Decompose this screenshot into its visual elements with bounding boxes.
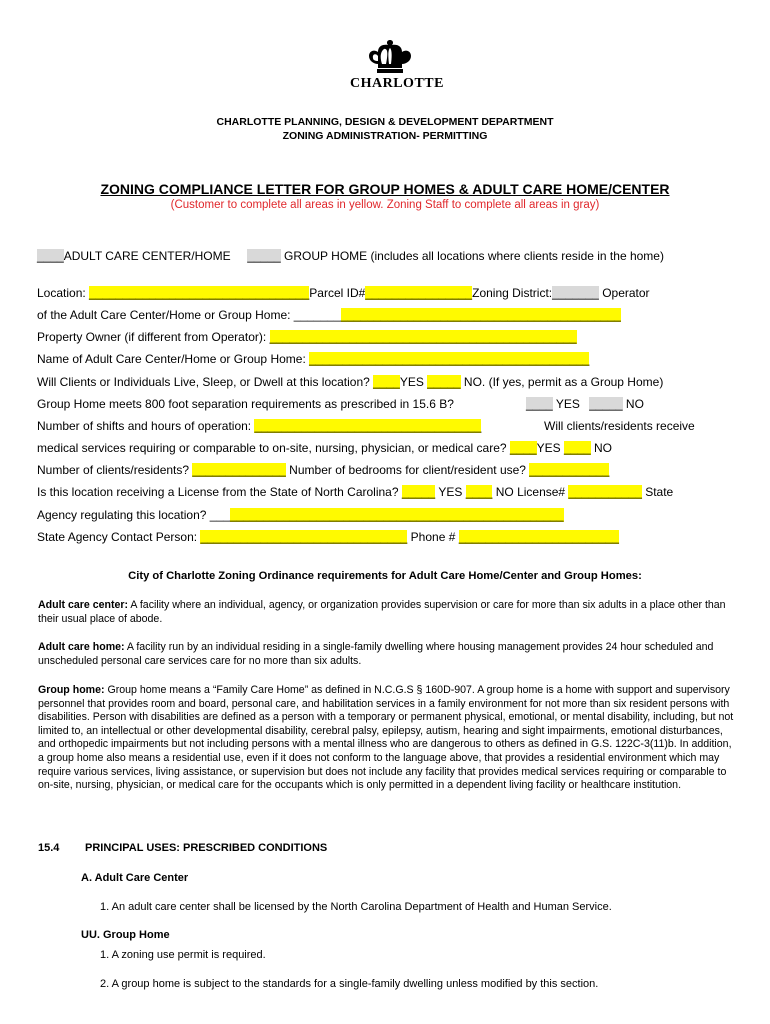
property-owner-field[interactable]: ______________________________________________ [269,330,577,344]
operator-field[interactable]: __________________________________________ [340,308,621,322]
shifts-field[interactable]: __________________________________ [254,419,482,433]
license-yes-field[interactable]: _____ [401,485,436,499]
charlotte-logo [350,38,444,92]
group-home-item-2: 2. A group home is subject to the standards for a single-family dwelling unless modified by this section. [100,978,599,990]
page-subtitle: (Customer to complete all areas in yellow. Zoning Staff to complete all areas in gray) [170,199,600,211]
adult-care-home-definition: Adult care home: A facility run by an individual residing in a single-family dwelling where housing management provides 24 hour scheduled and unscheduled personal care services care for no more than six adults. [38,641,714,667]
phone-field[interactable]: ________________________ [458,530,619,544]
license-row: Is this location receiving a License from the State of North Carolina? _____ YES ____ NO License# ___________ State [37,485,674,499]
owner-row: Property Owner (if different from Operator): ______________________________________________ [37,330,577,344]
location-field[interactable]: _________________________________ [89,286,310,300]
section-title: PRINCIPAL USES: PRESCRIBED CONDITIONS [85,842,328,854]
operator-row: of the Adult Care Center/Home or Group Home: _________________________________________________ [37,308,621,322]
facility-type-row: ____ADULT CARE CENTER/HOME _____ GROUP HOME (includes all locations where clients reside in the home) [37,249,664,263]
live-sleep-row: Will Clients or Individuals Live, Sleep, or Dwell at this location? ____YES _____ NO. (If yes, permit as a Group Home) [37,375,664,389]
contact-row: State Agency Contact Person: _______________________________ Phone # ________________________ [37,530,619,544]
agency-field[interactable]: __________________________________________________ [229,508,564,522]
license-number-field[interactable]: ___________ [568,485,642,499]
page-title: ZONING COMPLIANCE LETTER FOR GROUP HOMES & ADULT CARE HOME/CENTER [100,181,670,197]
agency-row: Agency regulating this location? _____________________________________________________ [37,508,564,522]
adult-care-center-definition: Adult care center: A facility where an individual, agency, or organization provides supervision or care for more than six adults in a place other than their usual place of abode. [38,599,726,625]
separation-row: Group Home meets 800 foot separation requirements as prescribed in 15.6 B? [37,397,454,411]
location-row: Location: _________________________________Parcel ID#________________Zoning District:_______ Operator [37,286,650,300]
logo-text: CHARLOTTE [350,76,444,91]
separation-answer: ____ YES _____ NO [526,397,644,411]
clients-field[interactable]: ______________ [192,463,286,477]
receive-label: Will clients/residents receive [544,419,695,433]
department-line: CHARLOTTE PLANNING, DESIGN & DEVELOPMENT DEPARTMENT [216,116,554,128]
division-line: ZONING ADMINISTRATION- PERMITTING [282,130,488,142]
group-home-item-1: 1. A zoning use permit is required. [100,949,266,961]
medical-row: medical services requiring or comparable to on-site, nursing, physician, or medical care? ____YES ____ NO [37,441,612,455]
group-home-definition: Group home: Group home means a “Family Care Home” as defined in N.C.G.S § 160D-907. A group home is a home with support and supervisory personnel that provides room and board, personal care, and habilitation services in a family environment for not more than six resident persons with disabilities. Person with disabilities are defined as a person with a temporary or permanent physical, emotional, or mental disability, including, but not limited to, an intellectual or other developmental disability, cerebral palsy, epilepsy, autism, hearing and sight impairments, emotional disturbances, and orthopedic impairments but not including persons with a mental illness who are dangerous to others as defined in G.S. 122C-3(11)b. In addition, a group home also means a residential use, even if it does not conform to the language above, that provides a residential environment which may require various services, living assistance, or supervision but does not include any facility that provides medical services requiring or comparable to on-site, nursing, physician, or medical care for the occupants which is only permitted in a dependent living facility or healthcare institution. [38,684,734,792]
adult-care-center-item-1: 1. An adult care center shall be licensed by the North Carolina Department of Health and Human Service. [100,901,612,913]
separation-no-field[interactable]: _____ [589,397,623,411]
contact-person-field[interactable]: _______________________________ [200,530,408,544]
group-home-checkbox[interactable]: _____ [247,249,281,263]
live-yes-field[interactable]: ____ [373,375,400,389]
parcel-id-field[interactable]: ________________ [365,286,473,300]
shifts-row: Number of shifts and hours of operation: __________________________________ [37,419,482,433]
license-no-field[interactable]: ____ [465,485,493,499]
facility-name-row: Name of Adult Care Center/Home or Group Home: __________________________________________ [37,352,590,366]
adult-care-center-heading: A. Adult Care Center [81,872,189,884]
requirements-heading: City of Charlotte Zoning Ordinance requirements for Adult Care Home/Center and Group Homes: [128,570,642,582]
live-no-field[interactable]: _____ [427,375,461,389]
crown-icon [366,38,414,74]
adult-care-checkbox[interactable]: ____ [37,249,64,263]
section-number: 15.4 [38,842,60,854]
zoning-district-field[interactable]: _______ [552,286,599,300]
facility-name-field[interactable]: __________________________________________ [309,352,590,366]
bedrooms-field[interactable]: ____________ [529,463,610,477]
medical-no-field[interactable]: ____ [563,441,591,455]
group-home-heading: UU. Group Home [81,929,170,941]
separation-yes-field[interactable]: ____ [526,397,553,411]
clients-row: Number of clients/residents? ______________ Number of bedrooms for client/resident use? ____________ [37,463,610,477]
medical-yes-field[interactable]: ____ [509,441,537,455]
